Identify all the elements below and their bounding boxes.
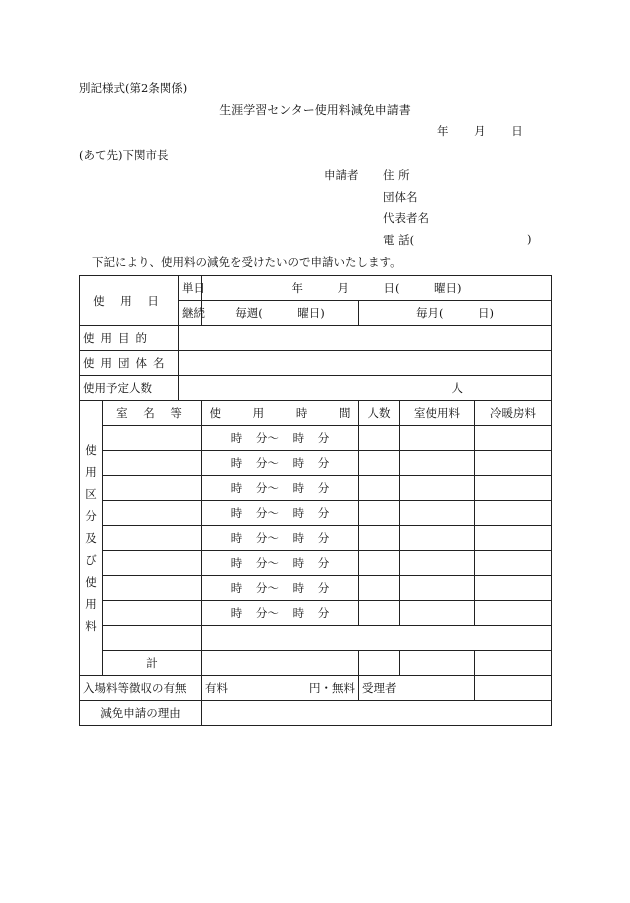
heat-fee-field[interactable] xyxy=(475,551,552,576)
room-field[interactable] xyxy=(103,576,202,601)
room-field[interactable] xyxy=(103,526,202,551)
room-field[interactable] xyxy=(103,601,202,626)
room-fee-field[interactable] xyxy=(400,551,475,576)
form-label: 別記様式(第2条関係) xyxy=(79,81,188,95)
total-time-field[interactable] xyxy=(202,651,359,676)
people-label: 使用予定人数 xyxy=(80,376,179,401)
table-row xyxy=(80,526,552,551)
monthly-field[interactable]: 毎月( 日) xyxy=(359,301,552,326)
admission-field[interactable] xyxy=(202,676,359,701)
date-line: 年 月 日 xyxy=(437,124,523,138)
use-date-label: 使 用 日 xyxy=(80,276,179,326)
heat-fee-field[interactable] xyxy=(475,526,552,551)
room-field[interactable] xyxy=(103,551,202,576)
count-field[interactable] xyxy=(359,601,400,626)
room-field[interactable] xyxy=(103,476,202,501)
table-row xyxy=(80,601,552,626)
reason-label: 減免申請の理由 xyxy=(80,701,202,726)
table-row xyxy=(80,501,552,526)
intro-text: 下記により、使用料の減免を受けたいので申請いたします。 xyxy=(92,255,402,269)
admission-paid-label: 有料 xyxy=(205,681,229,695)
total-room-fee-field[interactable] xyxy=(400,651,475,676)
admission-options: 円・無料 xyxy=(309,681,356,695)
heat-fee-field[interactable] xyxy=(475,476,552,501)
heat-fee-field[interactable] xyxy=(475,601,552,626)
room-fee-field[interactable] xyxy=(400,426,475,451)
time-field[interactable]: 時 分〜 時 分 xyxy=(202,501,359,526)
group-name-field[interactable] xyxy=(179,351,552,376)
heat-fee-field[interactable] xyxy=(475,501,552,526)
table-row xyxy=(80,451,552,476)
table-row xyxy=(80,576,552,601)
room-fee-field[interactable] xyxy=(400,576,475,601)
weekly-field[interactable]: 毎週( 曜日) xyxy=(202,301,359,326)
heat-fee-header: 冷暖房料 xyxy=(475,401,552,426)
room-field[interactable] xyxy=(103,451,202,476)
room-fee-field[interactable] xyxy=(400,451,475,476)
purpose-field[interactable] xyxy=(179,326,552,351)
total-count-field[interactable] xyxy=(359,651,400,676)
usage-section-label: 使 用 区 分 及 び 使 用 料 xyxy=(80,401,103,676)
single-day-value[interactable]: 年 月 日( 曜日) xyxy=(202,276,552,301)
blank-room-field[interactable] xyxy=(103,626,202,651)
admission-label: 入場料等徴収の有無 xyxy=(80,676,202,701)
count-field[interactable] xyxy=(359,451,400,476)
room-fee-field[interactable] xyxy=(400,476,475,501)
heat-fee-field[interactable] xyxy=(475,576,552,601)
room-field[interactable] xyxy=(103,426,202,451)
applicant-representative-label: 代表者名 xyxy=(383,211,429,225)
time-field[interactable]: 時 分〜 時 分 xyxy=(202,476,359,501)
room-fee-field[interactable] xyxy=(400,526,475,551)
table-row xyxy=(80,551,552,576)
time-field[interactable]: 時 分〜 時 分 xyxy=(202,551,359,576)
time-header: 使 用 時 間 xyxy=(202,401,359,426)
count-field[interactable] xyxy=(359,426,400,451)
people-field[interactable]: 人 xyxy=(179,376,552,401)
reason-field[interactable] xyxy=(202,701,552,726)
table-row xyxy=(80,476,552,501)
room-fee-header: 室使用料 xyxy=(400,401,475,426)
count-header: 人数 xyxy=(359,401,400,426)
applicant-phone-close: ) xyxy=(527,232,532,246)
group-name-label: 使用団体名 xyxy=(80,351,179,376)
applicant-phone-label: 電 話( xyxy=(383,233,415,247)
applicant-group-label: 団体名 xyxy=(383,190,418,204)
room-fee-field[interactable] xyxy=(400,501,475,526)
room-field[interactable] xyxy=(103,501,202,526)
table-row xyxy=(80,426,552,451)
applicant-address-label: 住 所 xyxy=(383,168,410,182)
room-header: 室 名 等 xyxy=(103,401,202,426)
blank-wide-field[interactable] xyxy=(202,626,552,651)
addressee: (あて先)下関市長 xyxy=(79,148,169,162)
count-field[interactable] xyxy=(359,501,400,526)
count-field[interactable] xyxy=(359,576,400,601)
application-table xyxy=(79,275,552,726)
heat-fee-field[interactable] xyxy=(475,451,552,476)
time-field[interactable]: 時 分〜 時 分 xyxy=(202,451,359,476)
time-field[interactable]: 時 分〜 時 分 xyxy=(202,526,359,551)
single-day-label: 単日 xyxy=(179,276,202,301)
time-field[interactable]: 時 分〜 時 分 xyxy=(202,426,359,451)
receiver-label: 受理者 xyxy=(359,676,475,701)
room-fee-field[interactable] xyxy=(400,601,475,626)
count-field[interactable] xyxy=(359,526,400,551)
purpose-label: 使用目的 xyxy=(80,326,179,351)
time-field[interactable]: 時 分〜 時 分 xyxy=(202,601,359,626)
time-field[interactable]: 時 分〜 時 分 xyxy=(202,576,359,601)
total-heat-fee-field[interactable] xyxy=(475,651,552,676)
total-label: 計 xyxy=(103,651,202,676)
continuous-label: 継続 xyxy=(179,301,202,326)
count-field[interactable] xyxy=(359,551,400,576)
document-title: 生涯学習センター使用料減免申請書 xyxy=(219,103,411,117)
applicant-label: 申請者 xyxy=(324,168,359,182)
count-field[interactable] xyxy=(359,476,400,501)
receiver-field[interactable] xyxy=(475,676,552,701)
heat-fee-field[interactable] xyxy=(475,426,552,451)
